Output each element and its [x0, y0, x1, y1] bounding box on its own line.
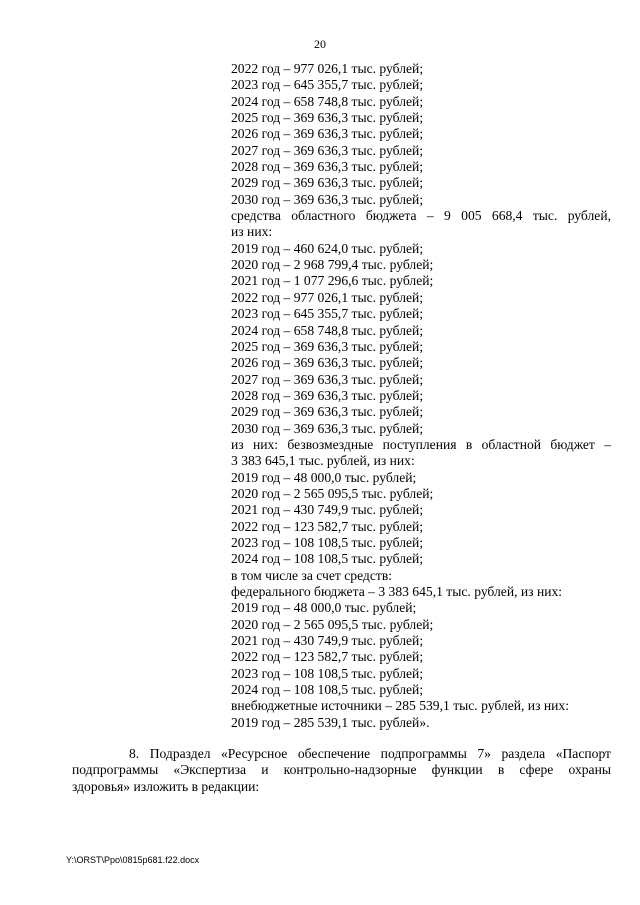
- list-line: 2023 год – 645 355,7 тыс. рублей;: [231, 77, 424, 93]
- list-line: 2021 год – 430 749,9 тыс. рублей;: [231, 502, 424, 518]
- list-line: 2028 год – 369 636,3 тыс. рублей;: [231, 159, 424, 175]
- list-line: 2027 год – 369 636,3 тыс. рублей;: [231, 371, 424, 387]
- list-line: 2030 год – 369 636,3 тыс. рублей;: [231, 191, 424, 207]
- list-line: 2024 год – 658 748,8 тыс. рублей;: [231, 322, 424, 338]
- list-line: 2025 год – 369 636,3 тыс. рублей;: [231, 338, 424, 354]
- amendment-paragraph: [72, 746, 611, 795]
- list-line: 2025 год – 369 636,3 тыс. рублей;: [231, 110, 424, 126]
- page-number: 20: [314, 37, 326, 51]
- list-line: 2029 год – 369 636,3 тыс. рублей;: [231, 175, 424, 191]
- list-line: 2019 год – 48 000,0 тыс. рублей;: [231, 469, 417, 485]
- list-line: 2027 год – 369 636,3 тыс. рублей;: [231, 142, 424, 158]
- list-line: 2020 год – 2 565 095,5 тыс. рублей;: [231, 616, 434, 632]
- list-line: 2019 год – 285 539,1 тыс. рублей».: [231, 714, 430, 730]
- list-line: средства областного бюджета – 9 005 668,4 тыс. рублей,: [231, 208, 611, 224]
- list-line: 2024 год – 108 108,5 тыс. рублей;: [231, 682, 424, 698]
- list-line: 2023 год – 108 108,5 тыс. рублей;: [231, 534, 424, 550]
- list-line: 2019 год – 48 000,0 тыс. рублей;: [231, 600, 417, 616]
- list-line: 2022 год – 977 026,1 тыс. рублей;: [231, 61, 424, 76]
- list-line: 2019 год – 460 624,0 тыс. рублей;: [231, 240, 424, 256]
- paragraph-line: подпрограммы «Экспертиза и контрольно-надзорные функции в сфере охраны: [72, 762, 611, 778]
- list-line: 2026 год – 369 636,3 тыс. рублей;: [231, 355, 424, 371]
- list-line: 2020 год – 2 968 799,4 тыс. рублей;: [231, 257, 434, 273]
- funding-list: [231, 61, 611, 731]
- list-line: из них:: [231, 224, 273, 240]
- list-line: 2028 год – 369 636,3 тыс. рублей;: [231, 387, 424, 403]
- list-line: в том числе за счет средств:: [231, 567, 393, 583]
- file-path-footer: Y:\ORST\Ppo\0815p681.f22.docx: [66, 855, 200, 865]
- list-line: 2023 год – 645 355,7 тыс. рублей;: [231, 306, 424, 322]
- list-line: 2021 год – 1 077 296,6 тыс. рублей;: [231, 273, 434, 289]
- paragraph-line: 8. Подраздел «Ресурсное обеспечение подпрограммы 7» раздела «Паспорт: [129, 746, 611, 761]
- list-line: 3 383 645,1 тыс. рублей, из них:: [231, 453, 415, 469]
- list-line: 2022 год – 977 026,1 тыс. рублей;: [231, 289, 424, 305]
- list-line: 2023 год – 108 108,5 тыс. рублей;: [231, 665, 424, 681]
- list-line: внебюджетные источники – 285 539,1 тыс. рублей, из них:: [231, 698, 569, 714]
- list-line: 2024 год – 658 748,8 тыс. рублей;: [231, 93, 424, 109]
- list-line: 2029 год – 369 636,3 тыс. рублей;: [231, 404, 424, 420]
- list-line: 2026 год – 369 636,3 тыс. рублей;: [231, 126, 424, 142]
- list-line: 2022 год – 123 582,7 тыс. рублей;: [231, 518, 424, 534]
- list-line: 2024 год – 108 108,5 тыс. рублей;: [231, 551, 424, 567]
- paragraph-line: здоровья» изложить в редакции:: [72, 778, 260, 794]
- list-line: 2030 год – 369 636,3 тыс. рублей;: [231, 420, 424, 436]
- list-line: из них: безвозмездные поступления в областной бюджет –: [231, 436, 611, 452]
- list-line: 2022 год – 123 582,7 тыс. рублей;: [231, 649, 424, 665]
- list-line: 2021 год – 430 749,9 тыс. рублей;: [231, 633, 424, 649]
- list-line: 2020 год – 2 565 095,5 тыс. рублей;: [231, 485, 434, 501]
- list-line: федерального бюджета – 3 383 645,1 тыс. рублей, из них:: [231, 584, 563, 599]
